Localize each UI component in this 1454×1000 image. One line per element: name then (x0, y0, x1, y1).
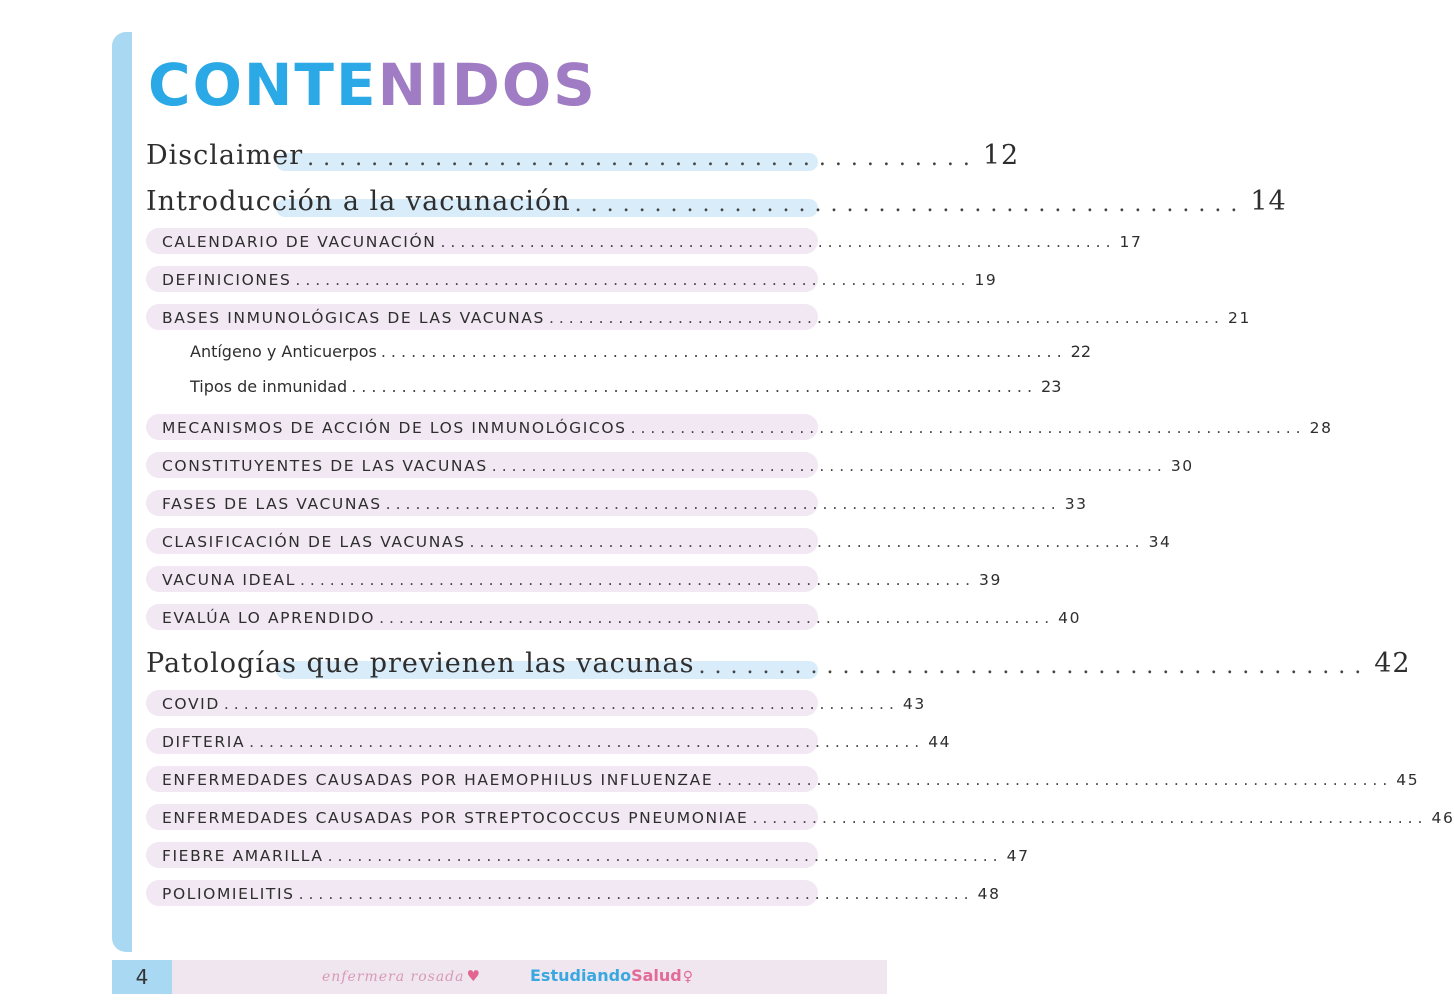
toc-entry-page: 47 (1006, 847, 1030, 865)
toc-entry-label: CALENDARIO DE VACUNACIÓN (162, 233, 437, 251)
leader-dots: .................................................................... (298, 885, 974, 903)
toc-entry-definiciones[interactable] (146, 266, 998, 292)
toc-entry-vacuna-ideal[interactable] (146, 566, 1002, 592)
leader-dots: .................................................................... (379, 609, 1055, 627)
toc-entry-clasificacion[interactable] (146, 528, 1172, 554)
leader-dots: .......................................... (698, 654, 1371, 679)
page-number: 4 (112, 960, 172, 994)
toc-entry-introduccion[interactable] (146, 180, 1287, 220)
toc-entry-page: 45 (1396, 771, 1420, 789)
toc-entry-page: 30 (1170, 457, 1194, 475)
toc-entry-page: 42 (1374, 648, 1411, 679)
toc-entry-calendario[interactable] (146, 228, 1143, 254)
toc-entry-constituyentes[interactable] (146, 452, 1194, 478)
toc-entry-page: 46 (1431, 809, 1454, 827)
toc-entry-label: ENFERMEDADES CAUSADAS POR HAEMOPHILUS INFLUENZAE (162, 771, 714, 789)
toc-entry-label: Tipos de inmunidad (190, 377, 348, 396)
toc-entry-label: DIFTERIA (162, 733, 246, 751)
toc-entry-page: 22 (1070, 342, 1092, 361)
brand-logo-enfermera-rosada: enfermera rosada ♥ (322, 967, 481, 985)
leader-dots: .................................................................... (440, 233, 1116, 251)
leader-dots: .......................................... (307, 146, 979, 171)
toc-entry-disclaimer[interactable] (146, 134, 1020, 174)
toc-entry-haemophilus[interactable] (146, 766, 1420, 792)
toc-entry-tipos-inmunidad[interactable] (146, 375, 1062, 399)
toc-entry-page: 17 (1119, 233, 1143, 251)
toc-entry-label: EVALÚA LO APRENDIDO (162, 609, 376, 627)
left-accent-bar (112, 32, 132, 952)
page-footer (112, 960, 887, 994)
toc-entry-page: 40 (1058, 609, 1082, 627)
toc-entry-difteria[interactable] (146, 728, 952, 754)
toc-entry-page: 44 (928, 733, 952, 751)
toc-entry-page: 28 (1309, 419, 1333, 437)
brand-logo-estudiando-salud: EstudiandoSalud♀ (530, 966, 693, 985)
leader-dots: .................................................................... (327, 847, 1003, 865)
toc-entry-label: DEFINICIONES (162, 271, 292, 289)
page-title: CONTENIDOS (148, 51, 597, 119)
toc-entry-label: CONSTITUYENTES DE LAS VACUNAS (162, 457, 488, 475)
leader-dots: .................................................................... (752, 809, 1428, 827)
toc-entry-page: 48 (977, 885, 1001, 903)
leader-dots: .................................................................... (299, 571, 976, 589)
leader-dots: .................................................................... (469, 533, 1145, 551)
toc-entry-label: Patologías que previenen las vacunas (146, 648, 695, 679)
leader-dots: .................................................................... (249, 733, 925, 751)
toc-entry-bases-inmunologicas[interactable] (146, 304, 1251, 330)
toc-entry-label: VACUNA IDEAL (162, 571, 296, 589)
toc-entry-label: ENFERMEDADES CAUSADAS POR STREPTOCOCCUS PNEUMONIAE (162, 809, 749, 827)
leader-dots: .................................................................... (351, 377, 1038, 396)
toc-entry-fases[interactable] (146, 490, 1088, 516)
toc-entry-evalua[interactable] (146, 604, 1082, 630)
toc-entry-label: MECANISMOS DE ACCIÓN DE LOS INMUNOLÓGICOS (162, 419, 627, 437)
toc-entry-label: COVID (162, 695, 220, 713)
toc-entry-label: BASES INMUNOLÓGICAS DE LAS VACUNAS (162, 309, 545, 327)
leader-dots: .................................................................... (380, 342, 1067, 361)
toc-entry-antigeno[interactable] (146, 340, 1092, 364)
leader-dots: .................................................................... (548, 309, 1224, 327)
toc-entry-patologias[interactable] (146, 642, 1411, 682)
female-symbol-icon: ♀ (682, 969, 693, 985)
toc-entry-page: 12 (982, 140, 1020, 171)
toc-entry-label: POLIOMIELITIS (162, 885, 295, 903)
toc-entry-page: 39 (979, 571, 1002, 589)
toc-entry-label: Antígeno y Anticuerpos (190, 342, 377, 361)
leader-dots: .......................................... (574, 192, 1247, 217)
toc-entry-streptococcus[interactable] (146, 804, 1454, 830)
toc-entry-poliomielitis[interactable] (146, 880, 1001, 906)
toc-entry-label: Disclaimer (146, 140, 304, 171)
leader-dots: .................................................................... (491, 457, 1167, 475)
toc-entry-label: FIEBRE AMARILLA (162, 847, 324, 865)
toc-entry-label: FASES DE LAS VACUNAS (162, 495, 382, 513)
heart-icon: ♥ (466, 967, 481, 985)
leader-dots: .................................................................... (223, 695, 899, 713)
toc-entry-page: 14 (1250, 186, 1287, 217)
toc-entry-page: 23 (1041, 377, 1062, 396)
toc-entry-fiebre-amarilla[interactable] (146, 842, 1030, 868)
leader-dots: .................................................................... (295, 271, 971, 289)
toc-entry-label: Introducción a la vacunación (146, 186, 571, 217)
toc-entry-page: 34 (1148, 533, 1172, 551)
leader-dots: .................................................................... (385, 495, 1061, 513)
toc-entry-label: CLASIFICACIÓN DE LAS VACUNAS (162, 533, 466, 551)
leader-dots: .................................................................... (630, 419, 1306, 437)
toc-entry-page: 43 (902, 695, 926, 713)
toc-entry-page: 33 (1064, 495, 1088, 513)
toc-entry-covid[interactable] (146, 690, 926, 716)
leader-dots: .................................................................... (717, 771, 1393, 789)
toc-entry-mecanismos[interactable] (146, 414, 1333, 440)
toc-entry-page: 21 (1227, 309, 1251, 327)
toc-entry-page: 19 (974, 271, 998, 289)
